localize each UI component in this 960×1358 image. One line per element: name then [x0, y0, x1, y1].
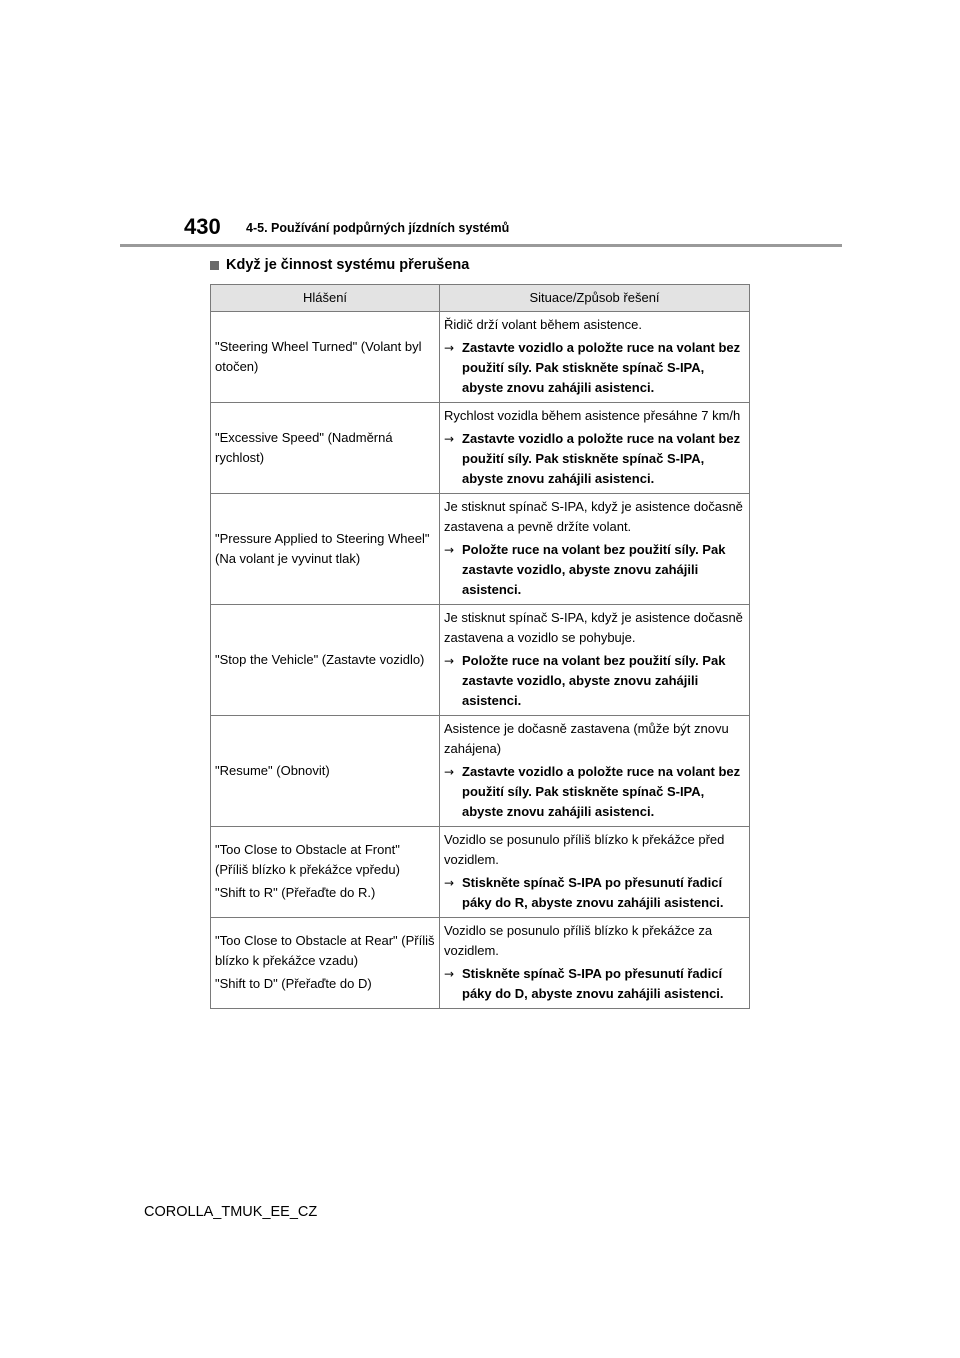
- situation-cell: [440, 918, 750, 1009]
- message-cell: [211, 494, 440, 605]
- message-text: "Pressure Applied to Steering Wheel" (Na volant je vyvinut tlak): [215, 530, 430, 566]
- action-text: Stiskněte spínač S-IPA po přesunutí řadicí páky do R, abyste znovu zahájili asistenci.: [462, 875, 724, 910]
- action-item: [444, 540, 745, 600]
- message-text: "Steering Wheel Turned" (Volant byl otočen): [215, 338, 422, 374]
- right-arrow-icon: →: [444, 543, 455, 557]
- situation-cell: [440, 494, 750, 605]
- situation-cell: [440, 827, 750, 918]
- message-cell: [211, 605, 440, 716]
- situation-text: Asistence je dočasně zastavena (může být znovu zahájena): [444, 721, 729, 756]
- message-cell: [211, 918, 440, 1009]
- situation-text: Je stisknut spínač S-IPA, když je asistence dočasně zastavena a vozidlo se pohybuje.: [444, 610, 743, 645]
- right-arrow-icon: →: [444, 654, 455, 668]
- action-item: [444, 873, 745, 913]
- right-arrow-icon: →: [444, 341, 455, 355]
- action-item: [444, 651, 745, 711]
- action-item: [444, 429, 745, 489]
- section-heading-text: Když je činnost systému přerušena: [226, 257, 470, 273]
- table-row: [211, 605, 750, 716]
- action-item: [444, 964, 745, 1004]
- situation-text: Vozidlo se posunulo příliš blízko k překážce za vozidlem.: [444, 923, 713, 958]
- table-body: [211, 312, 750, 1009]
- message-cell: [211, 716, 440, 827]
- document-code: COROLLA_TMUK_EE_CZ: [144, 1204, 318, 1220]
- action-text: Položte ruce na volant bez použití síly. Pak zastavte vozidlo, abyste znovu zahájili asistenci.: [462, 542, 726, 597]
- chapter-title: 4-5. Používání podpůrných jízdních systémů: [246, 221, 510, 235]
- action-item: [444, 762, 745, 822]
- situation-cell: [440, 716, 750, 827]
- action-text: Položte ruce na volant bez použití síly. Pak zastavte vozidlo, abyste znovu zahájili asistenci.: [462, 653, 726, 708]
- message-text: "Too Close to Obstacle at Rear" (Příliš blízko k překážce vzadu): [215, 933, 435, 968]
- right-arrow-icon: →: [444, 432, 455, 446]
- right-arrow-icon: →: [444, 967, 455, 981]
- message-cell: [211, 827, 440, 918]
- table-row: [211, 716, 750, 827]
- table-row: [211, 494, 750, 605]
- message-text: "Resume" (Obnovit): [215, 762, 330, 778]
- action-text: Zastavte vozidlo a položte ruce na volant bez použití síly. Pak stiskněte spínač S-IPA, abyste znovu zahájili asistenci.: [462, 340, 741, 395]
- message-text: "Shift to R" (Přeřaďte do R.): [215, 885, 376, 900]
- situation-cell: [440, 403, 750, 494]
- header-rule: [120, 244, 842, 247]
- situation-text: Řidič drží volant během asistence.: [444, 317, 642, 332]
- message-cell: [211, 312, 440, 403]
- message-table: [210, 284, 750, 1009]
- message-cell: [211, 403, 440, 494]
- table-row: [211, 918, 750, 1009]
- right-arrow-icon: →: [444, 876, 455, 890]
- section-heading: [210, 256, 469, 274]
- action-text: Zastavte vozidlo a položte ruce na volant bez použití síly. Pak stiskněte spínač S-IPA, abyste znovu zahájili asistenci.: [462, 431, 741, 486]
- situation-cell: [440, 605, 750, 716]
- column-header-message: Hlášení: [211, 285, 440, 312]
- table-row: [211, 312, 750, 403]
- message-text: "Too Close to Obstacle at Front" (Příliš blízko k překážce vpředu): [215, 842, 400, 877]
- situation-text: Rychlost vozidla během asistence přesáhne 7 km/h: [444, 408, 741, 423]
- message-text: "Excessive Speed" (Nadměrná rychlost): [215, 429, 393, 465]
- square-bullet-icon: [210, 261, 219, 270]
- situation-text: Vozidlo se posunulo příliš blízko k překážce před vozidlem.: [444, 832, 725, 867]
- page-number: 430: [184, 214, 221, 239]
- action-text: Zastavte vozidlo a položte ruce na volant bez použití síly. Pak stiskněte spínač S-IPA, abyste znovu zahájili asistenci.: [462, 764, 741, 819]
- situation-cell: [440, 312, 750, 403]
- situation-text: Je stisknut spínač S-IPA, když je asistence dočasně zastavena a pevně držíte volant.: [444, 499, 743, 534]
- column-header-situation: Situace/Způsob řešení: [440, 285, 750, 312]
- action-text: Stiskněte spínač S-IPA po přesunutí řadicí páky do D, abyste znovu zahájili asistenci.: [462, 966, 724, 1001]
- message-text: "Stop the Vehicle" (Zastavte vozidlo): [215, 651, 425, 667]
- table-row: [211, 827, 750, 918]
- message-text: "Shift to D" (Přeřaďte do D): [215, 976, 372, 991]
- action-item: [444, 338, 745, 398]
- right-arrow-icon: →: [444, 765, 455, 779]
- table-row: [211, 403, 750, 494]
- table-header-row: [211, 285, 750, 312]
